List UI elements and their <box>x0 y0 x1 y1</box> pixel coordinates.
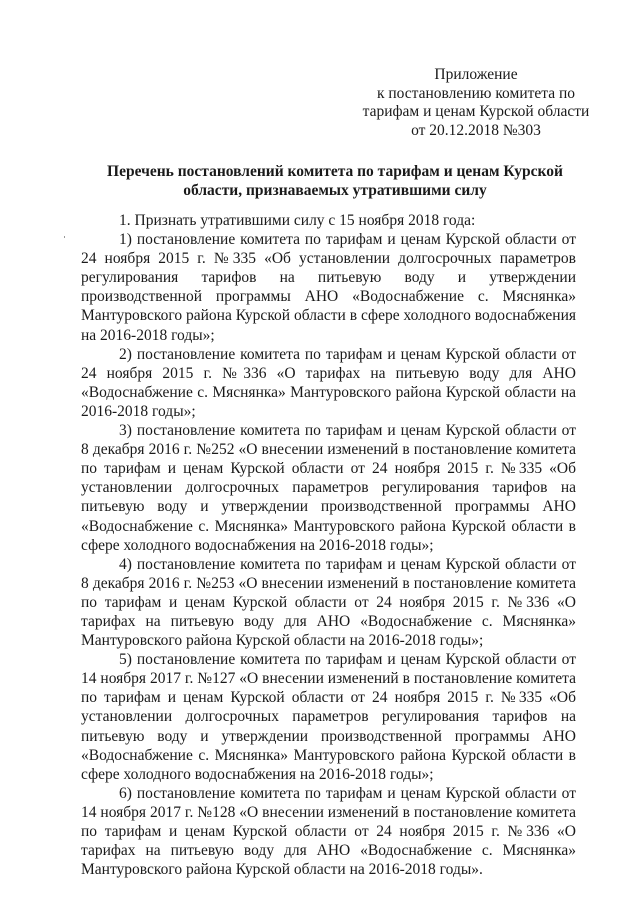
appendix-label: Приложение <box>434 66 518 83</box>
appendix-reference-line: тарифам и ценам Курской области <box>362 103 590 120</box>
scan-speck <box>64 236 65 238</box>
document-body <box>81 211 576 879</box>
appendix-date-number: от 20.12.2018 №303 <box>411 121 541 139</box>
list-item: 5) постановление комитета по тарифам и ценам Курской области от 14 ноября 2017 г. №127 «О внесении изменений в постановление комитета по тарифам и ценам Курской области от 24 ноября 2015 г. №335 «Об установлении долгосрочных параметров регулирования тарифов на питьевую воду и утверждении производственной программы АНО «Водоснабжение с. Мяснянка» Мантуровского района Курской области в сфере холодного водоснабжения на 2016-2018 годы»; <box>81 651 576 783</box>
list-item: 1) постановление комитета по тарифам и ценам Курской области от 24 ноября 2015 г. №335 «Об установлении долгосрочных параметров регулирования тарифов на питьевую воду и утверждении производственной программы АНО «Водоснабжение с. Мяснянка» Мантуровского района Курской области в сфере холодного водоснабжения на 2016-2018 годы»; <box>81 231 576 344</box>
intro-paragraph: 1. Признать утратившими силу с 15 ноября 2018 года: <box>119 212 476 229</box>
appendix-reference-line: к постановлению комитета по <box>376 84 576 102</box>
appendix-header <box>356 66 596 140</box>
list-item: 3) постановление комитета по тарифам и ценам Курской области от 8 декабря 2016 г. №252 «О внесении изменений в постановление комитета по тарифам и ценам Курской области от 24 ноября 2015 г. №335 «Об установлении долгосрочных параметров регулирования тарифов на питьевую воду и утверждении производственной программы АНО «Водоснабжение с. Мяснянка» Мантуровского района Курской области в сфере холодного водоснабжения на 2016-2018 годы»; <box>81 422 576 554</box>
list-item: 6) постановление комитета по тарифам и ценам Курской области от 14 ноября 2017 г. №128 «О внесении изменений в постановление комитета по тарифам и ценам Курской области от 24 ноября 2015 г. №336 «О тарифах на питьевую воду для АНО «Водоснабжение с. Мяснянка» Мантуровского района Курской области на 2016-2018 годы». <box>81 784 576 879</box>
list-item: 2) постановление комитета по тарифам и ценам Курской области от 24 ноября 2015 г. №336 «О тарифах на питьевую воду для АНО «Водоснабжение с. Мяснянка» Мантуровского района Курской области на 2016-2018 годы»; <box>81 345 576 420</box>
document-title: Перечень постановлений комитета по тарифам и ценам Курской области, признаваемых утратившими силу <box>107 163 563 199</box>
list-item: 4) постановление комитета по тарифам и ценам Курской области от 8 декабря 2016 г. №253 «О внесении изменений в постановление комитета по тарифам и ценам Курской области от 24 ноября 2015 г. №336 «О тарифах на питьевую воду для АНО «Водоснабжение с. Мяснянка» Мантуровского района Курской области на 2016-2018 годы»; <box>81 555 576 650</box>
